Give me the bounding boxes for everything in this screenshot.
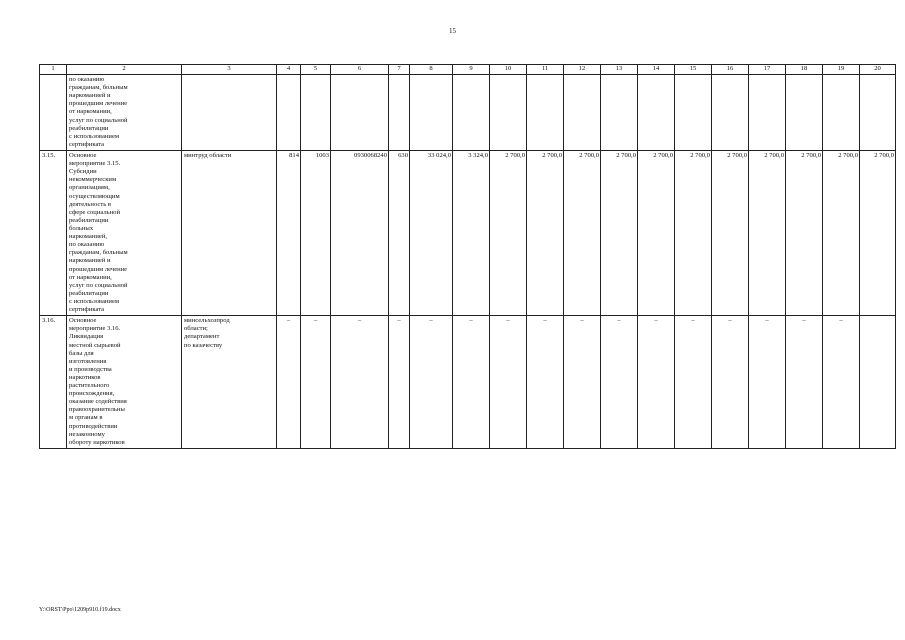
table-row-3-15 (40, 150, 896, 315)
column-header: 4 (277, 65, 301, 75)
dash-cell: – (564, 316, 601, 449)
dash-cell: – (301, 316, 331, 449)
executor (182, 75, 277, 151)
year-amount: 2 700,0 (823, 150, 860, 315)
section-code: 1003 (301, 150, 331, 315)
column-header: 1 (40, 65, 67, 75)
row-number: 3.15. (40, 150, 67, 315)
table-cell (453, 75, 490, 151)
table-cell (638, 75, 675, 151)
dash-cell (860, 316, 896, 449)
column-header: 10 (490, 65, 527, 75)
column-header: 12 (564, 65, 601, 75)
expense-type-code: 630 (389, 150, 410, 315)
dash-cell: – (453, 316, 490, 449)
column-header: 9 (453, 65, 490, 75)
year-amount: 2 700,0 (860, 150, 896, 315)
dash-cell: – (638, 316, 675, 449)
target-article-code: 0930068240 (331, 150, 389, 315)
year-amount: 2 700,0 (601, 150, 638, 315)
column-header: 16 (712, 65, 749, 75)
dash-cell: – (823, 316, 860, 449)
table-cell (331, 75, 389, 151)
table-cell (749, 75, 786, 151)
dash-cell: – (712, 316, 749, 449)
column-header: 8 (410, 65, 453, 75)
dash-cell: – (527, 316, 564, 449)
column-header: 11 (527, 65, 564, 75)
executor: минтруд области (182, 150, 277, 315)
table-cell (301, 75, 331, 151)
year-amount: 2 700,0 (490, 150, 527, 315)
year-amount: 3 324,0 (453, 150, 490, 315)
table-cell (823, 75, 860, 151)
table-cell (277, 75, 301, 151)
total-amount: 33 024,0 (410, 150, 453, 315)
dash-cell: – (675, 316, 712, 449)
dash-cell: – (410, 316, 453, 449)
page-number: 15 (449, 27, 456, 35)
dash-cell: – (331, 316, 389, 449)
column-header: 7 (389, 65, 410, 75)
table-cell (389, 75, 410, 151)
column-header: 14 (638, 65, 675, 75)
table-cell (675, 75, 712, 151)
year-amount: 2 700,0 (786, 150, 823, 315)
dash-cell: – (277, 316, 301, 449)
column-header: 18 (786, 65, 823, 75)
program-table (39, 64, 896, 449)
column-header: 3 (182, 65, 277, 75)
file-path-footer: Y:\ORST\Ppo\1209p910.f19.docx (39, 607, 121, 613)
table-cell (564, 75, 601, 151)
table-cell (860, 75, 896, 151)
table-row-3-16 (40, 316, 896, 449)
year-amount: 2 700,0 (675, 150, 712, 315)
table-cell (601, 75, 638, 151)
column-number-row (40, 65, 896, 75)
table-cell (410, 75, 453, 151)
table-cell (712, 75, 749, 151)
column-header: 20 (860, 65, 896, 75)
table-row-continuation (40, 75, 896, 151)
table-cell (490, 75, 527, 151)
column-header: 17 (749, 65, 786, 75)
row-number (40, 75, 67, 151)
executor: минсельхозпрод области; департамент по казачеству (182, 316, 277, 449)
year-amount: 2 700,0 (712, 150, 749, 315)
year-amount: 2 700,0 (638, 150, 675, 315)
dash-cell: – (786, 316, 823, 449)
grbs-code: 814 (277, 150, 301, 315)
year-amount: 2 700,0 (527, 150, 564, 315)
dash-cell: – (490, 316, 527, 449)
year-amount: 2 700,0 (749, 150, 786, 315)
dash-cell: – (389, 316, 410, 449)
table-cell (786, 75, 823, 151)
column-header: 19 (823, 65, 860, 75)
column-header: 13 (601, 65, 638, 75)
activity-name: по оказанию гражданам, больным наркоманией и прошедшим лечение от наркомании, услуг по социальной реабилитации с использованием сертификата (67, 75, 182, 151)
column-header: 5 (301, 65, 331, 75)
year-amount: 2 700,0 (564, 150, 601, 315)
column-header: 6 (331, 65, 389, 75)
table-cell (527, 75, 564, 151)
row-number: 3.16. (40, 316, 67, 449)
column-header: 2 (67, 65, 182, 75)
activity-name: Основное мероприятие 3.16. Ликвидация местной сырьевой базы для изготовления и производства наркотиков растительного происхождения, оказание содействия правоохранительны м органам в противодействии незаконному обороту наркотиков (67, 316, 182, 449)
column-header: 15 (675, 65, 712, 75)
dash-cell: – (601, 316, 638, 449)
dash-cell: – (749, 316, 786, 449)
activity-name: Основное мероприятие 3.15. Субсидии некоммерческим организациям, осуществляющим деятельность в сфере социальной реабилитации больных наркоманией, по оказанию гражданам, больным наркоманией и прошедшим лечение от наркомании, услуг по социальной реабилитации с использованием сертификата (67, 150, 182, 315)
